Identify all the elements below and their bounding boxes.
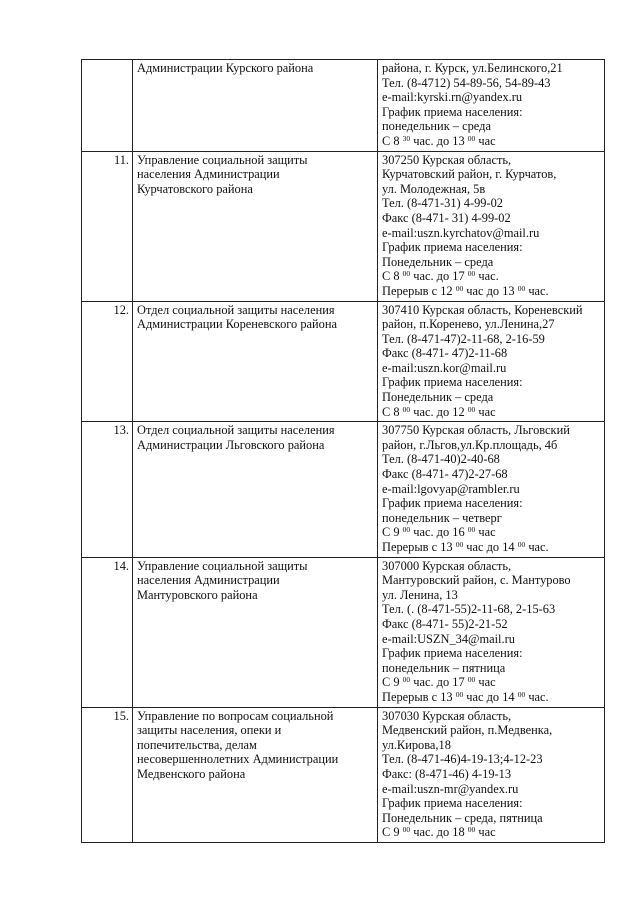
- contact-line: [382, 255, 601, 270]
- contact-text: e-mail:kyrski.rn@yandex.ru: [382, 90, 523, 105]
- contact-cell: [378, 151, 605, 301]
- contact-text: час.: [525, 283, 549, 298]
- organization-cell: [133, 301, 378, 422]
- organization-name-line: Управление по вопросам социальной: [137, 708, 334, 723]
- contact-text: 307410 Курская область, Кореневский: [382, 302, 583, 317]
- contact-text: e-mail:uszn.kyrchatov@mail.ru: [382, 225, 540, 240]
- contact-line: [382, 617, 601, 632]
- contact-line: [382, 752, 601, 767]
- contact-text: График приема населения:: [382, 646, 523, 661]
- contact-line: [382, 723, 601, 738]
- contact-line: [382, 90, 601, 105]
- organization-name-line: Администрации Льговского района: [137, 437, 325, 452]
- contact-text: понедельник – пятница: [382, 660, 506, 675]
- contact-text: Тел. (8-471-46)4-19-13;4-12-23: [382, 752, 543, 767]
- contact-text: Тел. (8-471-40)2-40-68: [382, 452, 500, 467]
- row-number: 13.: [82, 422, 133, 557]
- contact-line: [382, 796, 601, 811]
- contact-text: Перерыв с 12: [382, 283, 456, 298]
- contact-cell: [378, 557, 605, 707]
- contact-line: [382, 361, 601, 376]
- contact-line: [382, 119, 601, 134]
- contact-line: [382, 482, 601, 497]
- contact-text: Перерыв с 13: [382, 540, 456, 554]
- contact-cell: [378, 60, 605, 152]
- organization-cell: [133, 557, 378, 707]
- contact-text: район, г.Льгов,ул.Кр.площадь, 4б: [382, 437, 558, 452]
- time-minutes-superscript: 00: [517, 540, 526, 549]
- contact-text: час. до 18: [410, 825, 468, 840]
- contact-text: час.: [525, 689, 549, 704]
- organization-cell: [133, 151, 378, 301]
- contact-text: Факс (8-471- 31) 4-99-02: [382, 210, 511, 225]
- organization-name-line: защиты населения, опеки и: [137, 723, 282, 738]
- time-minutes-superscript: 00: [402, 825, 411, 835]
- contact-text: Понедельник – среда, пятница: [382, 810, 543, 825]
- contact-cell: [378, 301, 605, 422]
- organization-name-line: попечительства, делам: [137, 737, 257, 752]
- contact-text: понедельник – среда: [382, 119, 491, 134]
- time-minutes-superscript: 00: [517, 283, 526, 293]
- contact-line: [382, 690, 601, 705]
- contact-text: час. до 17: [410, 269, 468, 284]
- contact-text: час: [475, 675, 496, 690]
- contact-line: [382, 105, 601, 120]
- contact-line: [382, 525, 601, 540]
- contact-line: [382, 153, 601, 168]
- contact-text: ул.Кирова,18: [382, 737, 451, 752]
- contact-line: [382, 240, 601, 255]
- contact-line: [382, 559, 601, 574]
- time-minutes-superscript: 00: [455, 283, 464, 293]
- contact-line: [382, 284, 601, 299]
- row-number: 14.: [82, 557, 133, 707]
- contact-line: [382, 825, 601, 840]
- contact-text: час. до 13: [410, 133, 468, 148]
- contact-line: [382, 602, 601, 617]
- contact-line: [382, 332, 601, 347]
- time-minutes-superscript: 00: [467, 269, 476, 279]
- contact-text: Тел. (8-4712) 54-89-56, 54-89-43: [382, 75, 551, 90]
- row-number: 15.: [82, 707, 133, 842]
- organization-name-line: Администрации Кореневского района: [137, 317, 337, 332]
- contact-line: [382, 61, 601, 76]
- contact-line: [382, 211, 601, 226]
- contact-cell: [378, 422, 605, 557]
- contact-text: 307000 Курская область,: [382, 558, 512, 573]
- contact-text: ул. Молодежная, 5в: [382, 181, 486, 196]
- organization-name-line: Мантуровского района: [137, 587, 258, 602]
- contact-line: [382, 767, 601, 782]
- contact-line: [382, 346, 601, 361]
- contact-text: График приема населения:: [382, 104, 523, 119]
- contact-line: [382, 782, 601, 797]
- contact-text: С 8: [382, 133, 403, 148]
- contact-line: [382, 632, 601, 647]
- contact-text: час. до 12: [410, 404, 468, 419]
- contact-text: e-mail:uszn-mr@yandex.ru: [382, 781, 519, 796]
- row-number: 12.: [82, 301, 133, 422]
- contact-text: Понедельник – среда: [382, 390, 494, 405]
- contact-text: час до 13: [463, 283, 518, 298]
- contact-line: [382, 182, 601, 197]
- contact-text: Понедельник – среда: [382, 254, 494, 269]
- contact-cell: [378, 707, 605, 842]
- contact-text: e-mail:USZN_34@mail.ru: [382, 631, 515, 646]
- contact-line: [382, 811, 601, 826]
- time-minutes-superscript: 00: [467, 404, 476, 414]
- contact-text: С 9: [382, 675, 403, 690]
- contact-text: час. до 16: [410, 525, 468, 540]
- contact-text: Мантуровский район, с. Мантурово: [382, 573, 571, 588]
- table-row: [82, 301, 605, 422]
- contact-text: Факс (8-471- 47)2-11-68: [382, 346, 508, 361]
- contact-text: Факс: (8-471-46) 4-19-13: [382, 766, 512, 781]
- contact-line: [382, 226, 601, 241]
- contact-line: [382, 646, 601, 661]
- time-minutes-superscript: 00: [467, 825, 476, 835]
- contact-text: час до 14: [463, 540, 518, 554]
- contact-text: С 9: [382, 525, 403, 540]
- time-minutes-superscript: 30: [402, 133, 411, 143]
- contact-line: [382, 496, 601, 511]
- contact-text: С 8: [382, 269, 403, 284]
- contact-text: час: [475, 525, 496, 540]
- time-minutes-superscript: 00: [402, 269, 411, 279]
- contact-line: [382, 317, 601, 332]
- contact-text: час. до 17: [410, 675, 468, 690]
- contact-line: [382, 438, 601, 453]
- office-registry-table: [81, 59, 605, 843]
- contact-line: [382, 452, 601, 467]
- organization-cell: [133, 707, 378, 842]
- contact-text: Перерыв с 13: [382, 689, 456, 704]
- contact-line: [382, 303, 601, 318]
- organization-name-line: Курчатовского района: [137, 181, 253, 196]
- organization-name-line: Администрации Курского района: [137, 61, 314, 75]
- organization-name-line: Медвенского района: [137, 766, 246, 781]
- time-minutes-superscript: 00: [402, 404, 411, 414]
- contact-text: район, п.Коренево, ул.Ленина,27: [382, 317, 555, 332]
- contact-text: час: [475, 404, 496, 419]
- organization-cell: [133, 60, 378, 152]
- table-row: [82, 557, 605, 707]
- contact-line: [382, 738, 601, 753]
- contact-text: час: [475, 133, 496, 148]
- time-minutes-superscript: 00: [455, 540, 464, 549]
- contact-line: [382, 405, 601, 420]
- row-number: [82, 60, 133, 152]
- contact-text: Факс (8-471- 47)2-27-68: [382, 467, 508, 482]
- contact-text: района, г. Курск, ул.Белинского,21: [382, 61, 563, 75]
- contact-text: С 8: [382, 404, 403, 419]
- time-minutes-superscript: 00: [402, 525, 411, 535]
- organization-name-line: несовершеннолетних Администрации: [137, 752, 339, 767]
- contact-text: С 9: [382, 825, 403, 840]
- organization-cell: [133, 422, 378, 557]
- contact-line: [382, 375, 601, 390]
- contact-line: [382, 167, 601, 182]
- contact-line: [382, 661, 601, 676]
- organization-name-line: населения Администрации: [137, 167, 280, 182]
- contact-line: [382, 573, 601, 588]
- organization-name-line: Отдел социальной защиты населения: [137, 302, 335, 317]
- time-minutes-superscript: 00: [467, 525, 476, 535]
- contact-text: час.: [525, 540, 549, 554]
- contact-text: График приема населения:: [382, 375, 523, 390]
- time-minutes-superscript: 00: [517, 689, 526, 699]
- time-minutes-superscript: 00: [467, 675, 476, 685]
- contact-line: [382, 390, 601, 405]
- contact-line: [382, 511, 601, 526]
- contact-text: Курчатовский район, г. Курчатов,: [382, 167, 557, 182]
- contact-line: [382, 588, 601, 603]
- table-row: [82, 707, 605, 842]
- contact-text: час: [475, 825, 496, 840]
- organization-name-line: населения Администрации: [137, 573, 280, 588]
- contact-text: График приема населения:: [382, 496, 523, 511]
- contact-text: График приема населения:: [382, 240, 523, 255]
- contact-line: [382, 269, 601, 284]
- contact-line: [382, 709, 601, 724]
- contact-text: График приема населения:: [382, 796, 523, 811]
- contact-line: [382, 76, 601, 91]
- time-minutes-superscript: 00: [402, 675, 411, 685]
- contact-text: Тел. (8-471-31) 4-99-02: [382, 196, 503, 211]
- contact-text: Тел. (8-471-47)2-11-68, 2-16-59: [382, 331, 545, 346]
- contact-text: e-mail:lgovyap@rambler.ru: [382, 481, 520, 496]
- contact-text: Медвенский район, п.Медвенка,: [382, 723, 553, 738]
- contact-text: e-mail:uszn.kor@mail.ru: [382, 360, 507, 375]
- organization-name-line: Управление социальной защиты: [137, 558, 308, 573]
- row-number: 11.: [82, 151, 133, 301]
- contact-line: [382, 423, 601, 438]
- organization-name-line: Управление социальной защиты: [137, 152, 308, 167]
- contact-line: [382, 675, 601, 690]
- contact-line: [382, 196, 601, 211]
- table-row: [82, 422, 605, 557]
- organization-name-line: Отдел социальной защиты населения: [137, 423, 335, 438]
- table-row: [82, 60, 605, 152]
- contact-text: ул. Ленина, 13: [382, 587, 458, 602]
- contact-text: Тел. (. (8-471-55)2-11-68, 2-15-63: [382, 602, 556, 617]
- contact-text: 307750 Курская область, Льговский: [382, 423, 570, 438]
- table-row: [82, 151, 605, 301]
- contact-text: час до 14: [463, 689, 518, 704]
- contact-text: час.: [475, 269, 499, 284]
- contact-line: [382, 467, 601, 482]
- time-minutes-superscript: 00: [467, 133, 476, 143]
- contact-line: [382, 540, 601, 555]
- contact-text: Факс (8-471- 55)2-21-52: [382, 616, 508, 631]
- contact-text: 307250 Курская область,: [382, 152, 512, 167]
- contact-line: [382, 134, 601, 149]
- contact-text: понедельник – четверг: [382, 510, 502, 525]
- time-minutes-superscript: 00: [455, 689, 464, 699]
- contact-text: 307030 Курская область,: [382, 708, 512, 723]
